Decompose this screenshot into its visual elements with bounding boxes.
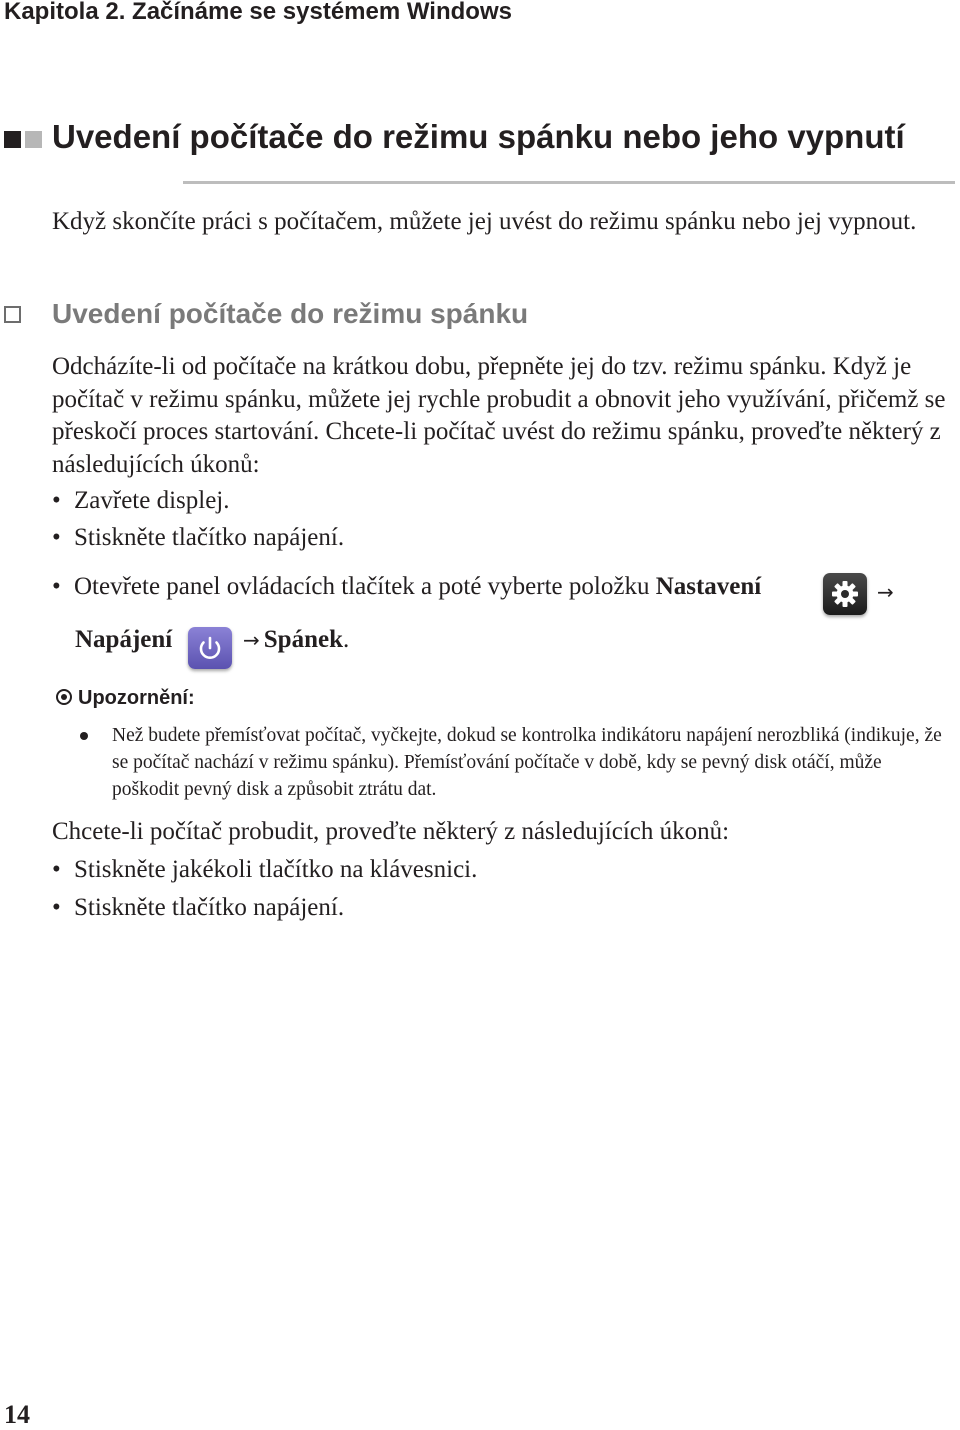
arrow-right-icon: → [243, 628, 260, 652]
list-item-text: Stiskněte tlačítko napájení. [74, 524, 345, 551]
list-item-continuation [75, 626, 172, 654]
note-text: Než budete přemísťovat počítač, vyčkejte, dokud se kontrolka indikátoru napájení nerozbliká (indikuje, že se počítač nachází v režimu spánku). Přemísťování počítače v době, kdy se pevný disk otáčí, může poškodit pevný disk a způsobit ztrátu dat. [112, 725, 942, 800]
list-item-text: Stiskněte tlačítko napájení. [74, 894, 345, 921]
list-item: • Stiskněte tlačítko napájení. [52, 894, 345, 921]
section-intro: Když skončíte práci s počítačem, můžete jej uvést do režimu spánku nebo jej vypnout. [52, 208, 917, 235]
list-item-text: Otevřete panel ovládacích tlačítek a poté vyberte položku [74, 573, 650, 600]
list-item: • Otevřete panel ovládacích tlačítek a poté vyberte položku Nastavení [52, 573, 762, 600]
list-item: • Stiskněte tlačítko napájení. [52, 524, 345, 551]
list-item-text: Stiskněte jakékoli tlačítko na klávesnici. [74, 856, 478, 883]
gear-icon [823, 573, 867, 615]
wake-intro: Chcete-li počítač probudit, proveďte některý z následujících úkonů: [52, 818, 730, 845]
section-marker-icon [4, 131, 44, 149]
list-item-text: Zavřete displej. [74, 487, 230, 514]
subsection-body: Odcházíte-li od počítače na krátkou dobu, přepněte jej do tzv. režimu spánku. Když je počítač v režimu spánku, můžete jej rychle probudit a obnovit jeho využívání, přičemž se přeskočí proces startování. Chcete-li počítač uvést do režimu spánku, proveďte některý z následujících úkonů: [52, 353, 946, 478]
note-heading-text: Upozornění: [78, 687, 195, 709]
settings-label: Nastavení [655, 573, 762, 600]
bullet-icon [80, 732, 88, 740]
power-label: Napájení [75, 626, 173, 653]
sleep-step [243, 626, 349, 654]
note-heading [56, 687, 195, 710]
page-number: 14 [4, 1400, 30, 1429]
chapter-header: Kapitola 2. Začínáme se systémem Windows [4, 0, 512, 25]
sleep-label: Spánek [263, 626, 343, 653]
section-title: Uvedení počítače do režimu spánku nebo jeho vypnutí [52, 118, 905, 155]
subsection-title: Uvedení počítače do režimu spánku [52, 298, 529, 329]
note-icon [56, 689, 72, 705]
subsection-marker-icon [4, 306, 21, 323]
arrow-right-icon: → [877, 580, 894, 604]
sentence-end: . [342, 626, 350, 653]
list-item: • Zavřete displej. [52, 487, 230, 514]
list-item: • Stiskněte jakékoli tlačítko na klávesnici. [52, 856, 478, 883]
power-icon [188, 627, 232, 669]
section-rule [183, 181, 955, 184]
